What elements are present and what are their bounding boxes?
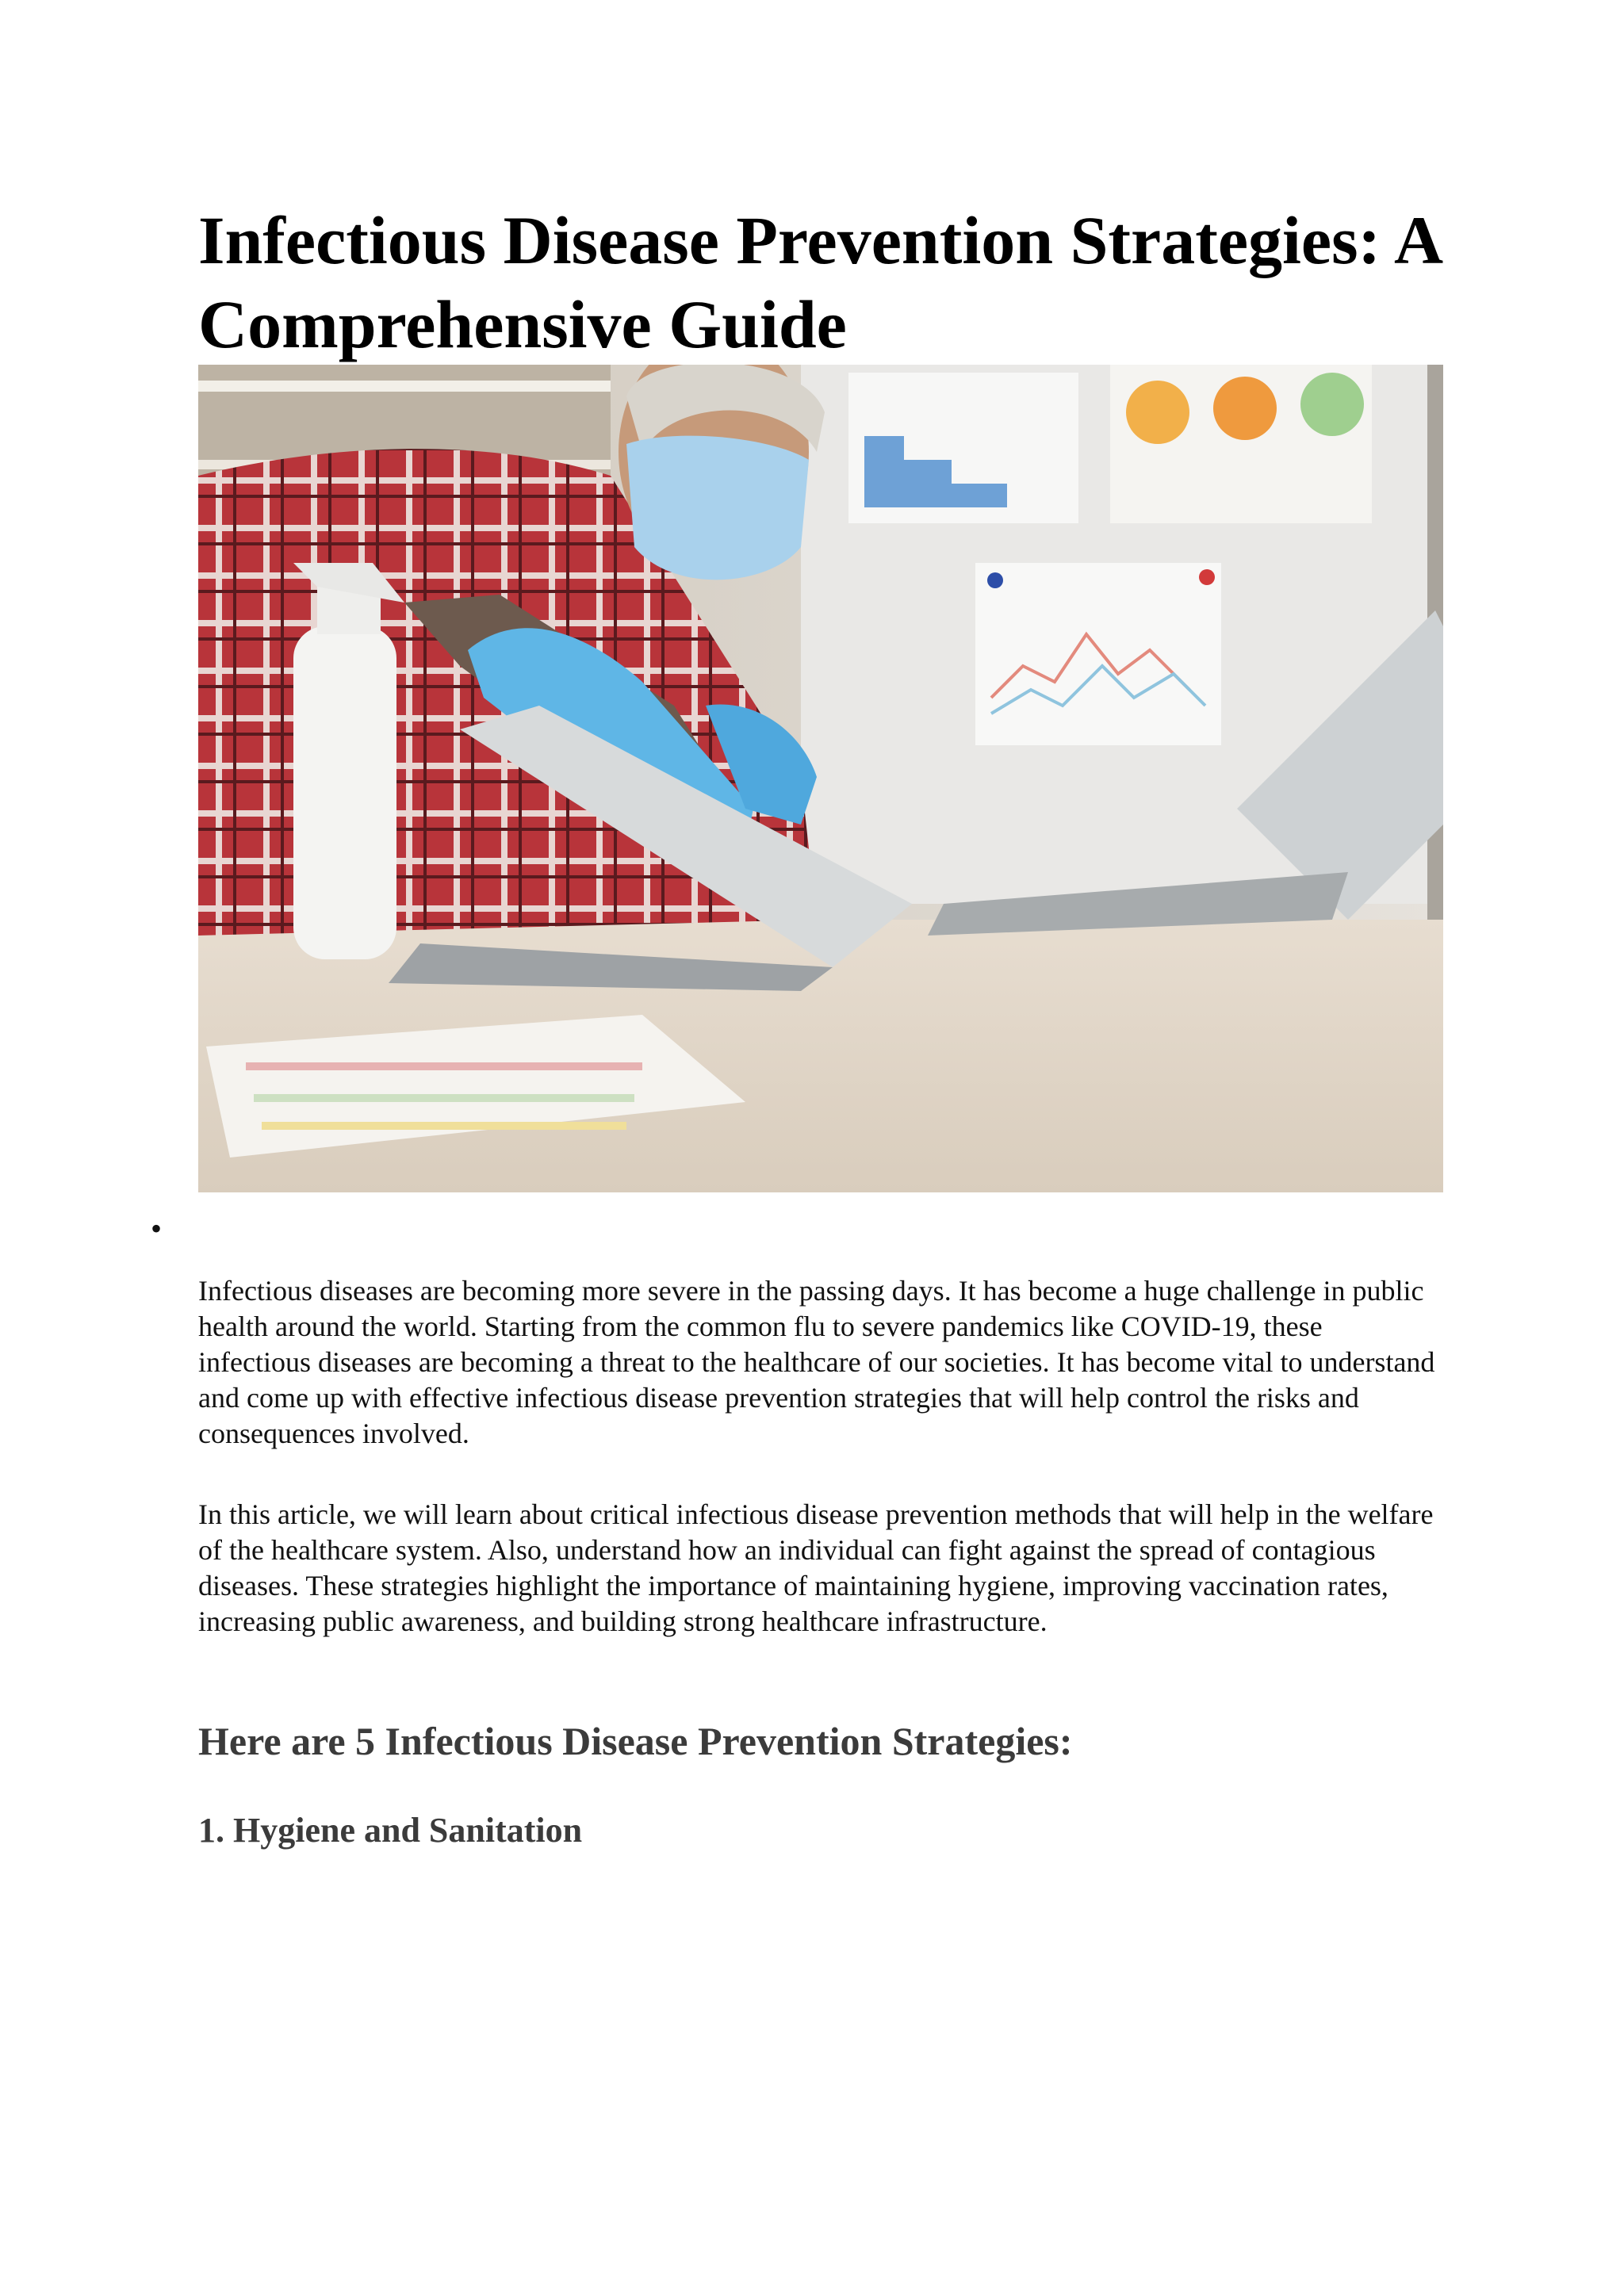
hero-illustration bbox=[198, 365, 1443, 1192]
list-bullet: • bbox=[151, 1211, 163, 1246]
subheading: 1. Hygiene and Sanitation bbox=[198, 1811, 583, 1850]
hero-image bbox=[198, 365, 1443, 1192]
intro-paragraph: Infectious diseases are becoming more severe in the passing days. It has become a huge challenge in public health around the world. Starting from the common flu to severe pandemics like COVID-19, these infectious diseases are becoming a threat to the healthcare of our societies. It has become vital to understand and come up with effective infectious disease prevention strategies that will help control the risks and consequences involved. bbox=[198, 1275, 1435, 1449]
article-paragraph: In this article, we will learn about critical infectious disease prevention methods that will help in the welfare of the healthcare system. Also, understand how an individual can fight against the spread of contagious diseases. These strategies highlight the importance of maintaining hygiene, improving vaccination rates, increasing public awareness, and building strong healthcare infrastructure. bbox=[198, 1498, 1434, 1637]
page-title: Infectious Disease Prevention Strategies: A Comprehensive Guide bbox=[198, 202, 1440, 362]
section-heading: Here are 5 Infectious Disease Prevention Strategies: bbox=[198, 1719, 1073, 1763]
